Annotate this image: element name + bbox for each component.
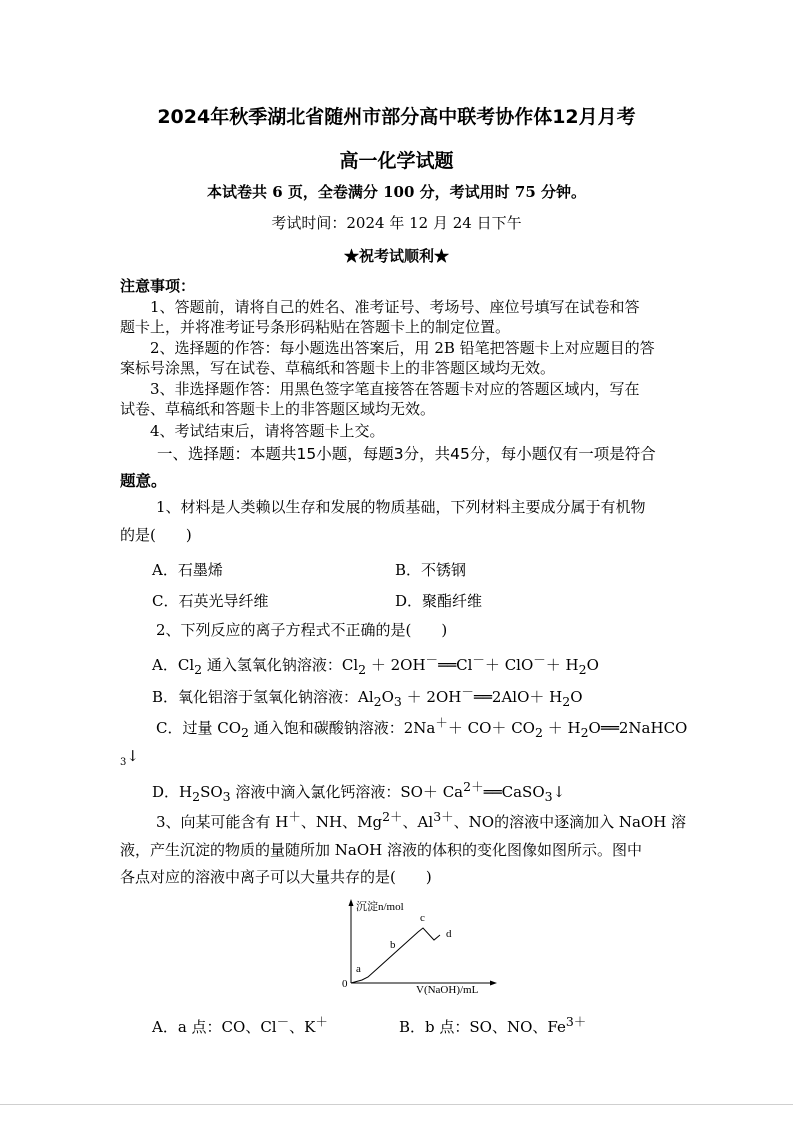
exam-subtitle: 高一化学试题 <box>339 150 454 172</box>
q2-a-p1: － <box>425 652 439 667</box>
q2-a-p3: － <box>533 652 546 667</box>
notice-item-3b: 试卷、草稿纸和答题卡上的非答题区域均无效。 <box>120 400 436 418</box>
q2-a-s3: 2 <box>578 662 587 677</box>
q3-stem-line1 <box>156 807 686 832</box>
q2-c-s3: 2 <box>580 725 589 740</box>
q2-a-t1: Cl <box>177 656 195 674</box>
notice-item-4: 4、考试结束后，请将答题卡上交。 <box>150 422 385 440</box>
q3-a-t1: A．a 点：CO、Cl <box>152 1018 277 1036</box>
q2-a-t4: ══Cl <box>438 656 473 674</box>
q1-stem-line1: 1、材料是人类赖以生存和发展的物质基础，下列材料主要成分属于有机物 <box>156 498 646 516</box>
q2-d-p1: 2＋ <box>463 779 484 794</box>
q2-c-wrap-sub: 3 <box>120 757 127 768</box>
q3-stem-line2: 液，产生沉淀的物质的量随所加 NaOH 溶液的体积的变化图像如图所示。图中 <box>120 841 642 859</box>
q2-b-t5: O <box>570 688 583 706</box>
q2-a-s2: 2 <box>358 662 367 677</box>
q3-s2: 、NH、Mg <box>300 813 383 831</box>
q3-p1: ＋ <box>288 809 301 824</box>
q3-stem-line3: 各点对应的溶液中离子可以大量共存的是( ) <box>120 868 432 886</box>
q2-option-b <box>152 682 583 712</box>
notice-item-1b: 题卡上，并将准考证号条形码粘贴在答题卡上的制定位置。 <box>120 318 511 336</box>
q1-option-b: B．不锈钢 <box>395 561 467 579</box>
q2-a-s1: 2 <box>194 662 203 677</box>
notice-item-2a: 2、选择题的作答：每小题选出答案后，用 2B 铅笔把答题卡上对应题目的答 <box>150 339 655 357</box>
q3-b-p1: 3＋ <box>565 1014 587 1029</box>
q3-graph <box>340 895 500 995</box>
q2-c-p1: ＋ <box>435 715 448 730</box>
q2-b-s1: 2 <box>373 694 382 709</box>
q2-option-c-wrap <box>120 746 139 773</box>
exam-info-pages: 本试卷共 6 页，全卷满分 100 分，考试用时 75 分钟。 <box>207 183 586 201</box>
section-heading-line2: 题意。 <box>120 472 167 490</box>
q3-option-a <box>152 1012 328 1037</box>
q2-stem: 2、下列反应的离子方程式不正确的是( ) <box>156 621 448 639</box>
q3-s4: 、NO的溶液中逐滴加入 NaOH 溶 <box>453 813 687 831</box>
exam-info-time: 考试时间：2024 年 12 月 24 日下午 <box>271 214 522 232</box>
q1-option-a: A．石墨烯 <box>152 561 223 579</box>
graph-y-arrow-icon <box>349 899 354 906</box>
q2-c-wrap-arrow: ↓ <box>126 747 139 765</box>
q2-b-s3: 2 <box>562 694 571 709</box>
section-heading-line1: 一、选择题：本题共15小题，每题3分，共45分，每小题仅有一项是符合 <box>157 445 656 463</box>
q1-option-d: D．聚酯纤维 <box>395 592 483 610</box>
graph-point-d: d <box>446 928 452 940</box>
notice-item-1a: 1、答题前，请将自己的姓名、准考证号、考场号、座位号填写在试卷和答 <box>150 298 640 316</box>
graph-point-c: c <box>420 912 425 924</box>
q2-option-a <box>152 650 599 680</box>
q2-a-t2: 通入氢氧化钠溶液：Cl <box>202 656 359 674</box>
q2-option-c <box>156 713 687 743</box>
q2-b-t3: ＋ 2OH <box>401 688 462 706</box>
q2-d-s1: 2 <box>192 789 201 804</box>
graph-x-label: V(NaOH)/mL <box>416 984 479 995</box>
q2-a-t3: ＋ 2OH <box>366 656 426 674</box>
q2-c-t2: 通入饱和碳酸钠溶液：2Na <box>248 719 436 737</box>
q3-s3: 、Al <box>402 813 434 831</box>
q2-option-d <box>152 777 565 807</box>
q2-d-s3: 3 <box>544 789 553 804</box>
q3-option-b <box>399 1012 586 1037</box>
notice-item-2b: 案标号涂黑，写在试卷、草稿纸和答题卡上的非答题区域均无效。 <box>120 359 556 377</box>
q3-a-p2: ＋ <box>315 1014 328 1029</box>
q2-b-t1: B．氧化铝溶于氢氧化钠溶液：Al <box>152 688 374 706</box>
q2-b-t4: ══2AlO＋ H <box>473 688 563 706</box>
q3-a-p1: － <box>276 1014 290 1029</box>
graph-origin-label: 0 <box>342 978 348 990</box>
q2-c-s1: 2 <box>241 725 249 740</box>
q2-a-label: A． <box>152 656 178 674</box>
q2-a-t7: O <box>586 656 599 674</box>
page-bottom-rule <box>0 1104 793 1105</box>
graph-point-b: b <box>390 939 396 951</box>
q2-b-t2: O <box>381 688 394 706</box>
notice-heading: 注意事项： <box>120 277 196 295</box>
graph-y-label: 沉淀n/mol <box>356 901 404 913</box>
q2-b-p1: － <box>461 684 474 699</box>
q1-option-c: C．石英光导纤维 <box>152 592 269 610</box>
q2-c-t1: C．过量 CO <box>156 719 242 737</box>
q2-c-t4: ＋ H <box>542 719 581 737</box>
q2-c-t3: ＋ CO＋ CO <box>447 719 535 737</box>
q2-d-t1: D．H <box>152 783 193 801</box>
q2-d-t4: ══CaSO <box>483 783 545 801</box>
graph-curve <box>351 928 440 983</box>
q2-c-s2: 2 <box>534 725 543 740</box>
q2-c-t5: O══2NaHCO <box>588 719 688 737</box>
q2-d-t5: ↓ <box>552 783 566 801</box>
q3-b-t1: B．b 点：SO、NO、Fe <box>399 1018 566 1036</box>
q3-a-t2: 、K <box>289 1018 316 1036</box>
q2-a-t5: ＋ ClO <box>484 656 534 674</box>
q2-a-p2: － <box>472 652 485 667</box>
graph-point-a: a <box>356 963 361 975</box>
graph-x-arrow-icon <box>490 981 497 986</box>
q3-s1: 3、向某可能含有 H <box>156 813 289 831</box>
q2-d-t3: 溶液中滴入氯化钙溶液：SO＋ Ca <box>230 783 464 801</box>
q3-p3: 3＋ <box>433 809 454 824</box>
notice-item-3a: 3、非选择题作答：用黑色签字笔直接答在答题卡对应的答题区域内，写在 <box>150 380 640 398</box>
exam-title: 2024年秋季湖北省随州市部分高中联考协作体12月月考 <box>157 106 636 128</box>
q2-d-s2: 3 <box>222 789 231 804</box>
q2-a-t6: ＋ H <box>545 656 579 674</box>
q1-stem-line2: 的是( ) <box>120 526 192 544</box>
q3-p2: 2＋ <box>382 809 403 824</box>
exam-wish: ★祝考试顺利★ <box>343 247 449 265</box>
q2-d-t2: SO <box>200 783 223 801</box>
q2-b-s2: 3 <box>393 694 402 709</box>
